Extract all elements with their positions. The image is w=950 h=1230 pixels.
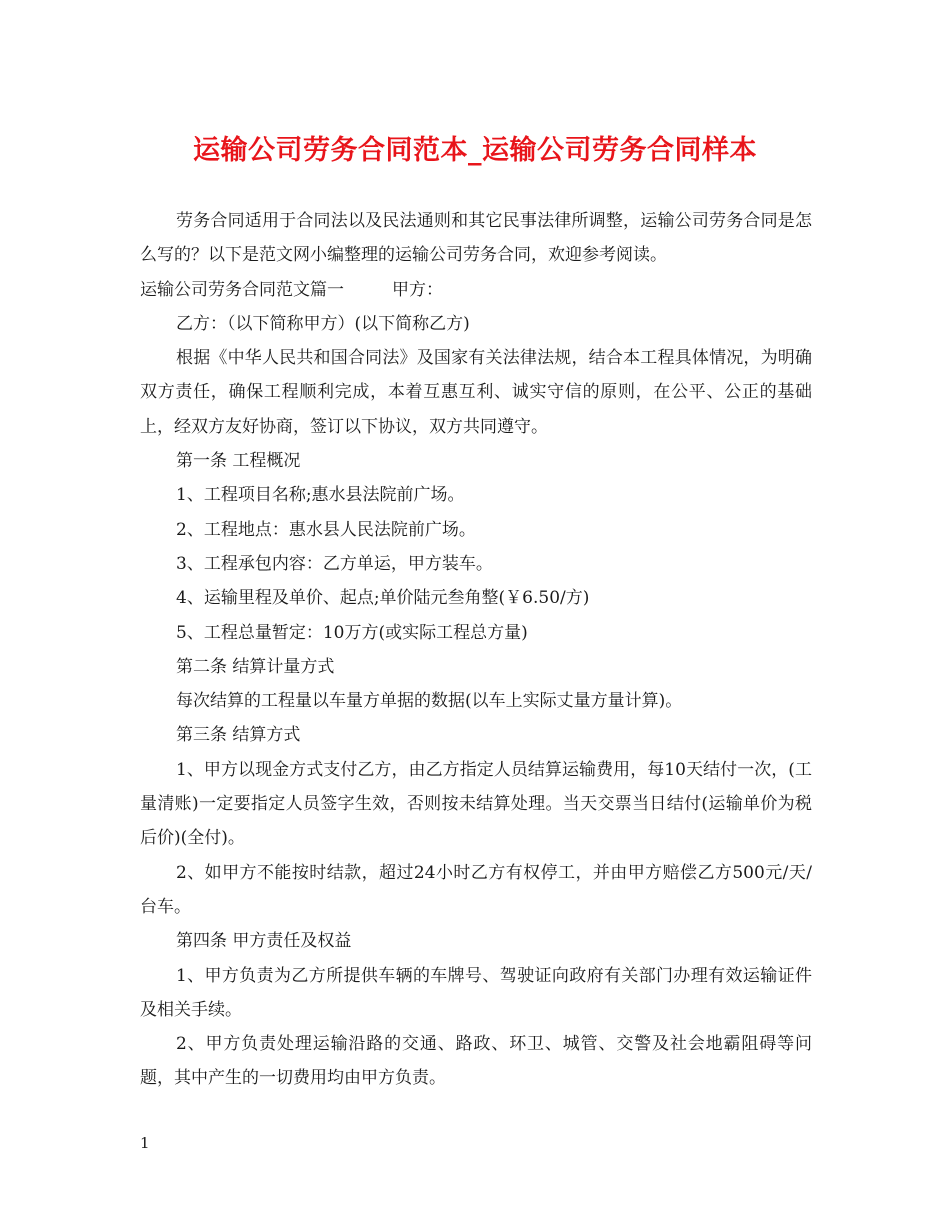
article-4-heading: 第四条 甲方责任及权益	[176, 931, 352, 952]
article-2-text: 每次结算的工程量以车量方单据的数据(以车上实际丈量方量计算)。	[176, 691, 683, 712]
article-1-item-4: 4、运输里程及单价、起点;单价陆元叁角整(￥6.50/方)	[176, 588, 590, 609]
article-1-item-1: 1、工程项目名称;惠水县法院前广场。	[176, 485, 465, 506]
intro-paragraph: 劳务合同适用于合同法以及民法通则和其它民事法律所调整，运输公司劳务合同是怎么写的？以下是范文网小编整理的运输公司劳务合同，欢迎参考阅读。	[140, 211, 812, 266]
page-number: 1	[140, 1134, 150, 1152]
article-4-item-1: 1、甲方负责为乙方所提供车辆的车牌号、驾驶证向政府有关部门办理有效运输证件及相关手续。	[140, 965, 812, 1020]
article-1-item-5: 5、工程总量暂定：10万方(或实际工程总方量)	[176, 622, 528, 643]
party-a-label: 甲方：	[392, 279, 443, 300]
article-1-item-2: 2、工程地点：惠水县人民法院前广场。	[176, 519, 476, 540]
article-3-item-2: 2、如甲方不能按时结款，超过24小时乙方有权停工，并由甲方赔偿乙方500元/天/台车。	[140, 862, 812, 917]
section-heading: 运输公司劳务合同范文篇一	[140, 279, 344, 300]
party-b-line: 乙方：（以下简称甲方）(以下简称乙方)	[176, 313, 470, 334]
article-2-heading: 第二条 结算计量方式	[176, 656, 335, 677]
section-heading-line	[140, 273, 812, 307]
article-3-item-1: 1、甲方以现金方式支付乙方，由乙方指定人员结算运输费用，每10天结付一次，(工量清账)一定要指定人员签字生效，否则按未结算处理。当天交票当日结付(运输单价为税后价)(全付)。	[140, 759, 812, 849]
article-4-item-2: 2、甲方负责处理运输沿路的交通、路政、环卫、城管、交警及社会地霸阻碍等问题，其中产生的一切费用均由甲方负责。	[140, 1034, 812, 1089]
document-title: 运输公司劳务合同范本_运输公司劳务合同样本	[193, 135, 757, 166]
article-1-heading: 第一条 工程概况	[176, 451, 301, 472]
article-1-item-3: 3、工程承包内容：乙方单运，甲方装车。	[176, 553, 493, 574]
article-3-heading: 第三条 结算方式	[176, 725, 301, 746]
preamble-paragraph: 根据《中华人民共和国合同法》及国家有关法律法规，结合本工程具体情况，为明确双方责任，确保工程顺利完成，本着互惠互利、诚实守信的原则，在公平、公正的基础上，经双方友好协商，签订以下协议，双方共同遵守。	[140, 348, 812, 437]
document-body	[140, 204, 812, 1096]
